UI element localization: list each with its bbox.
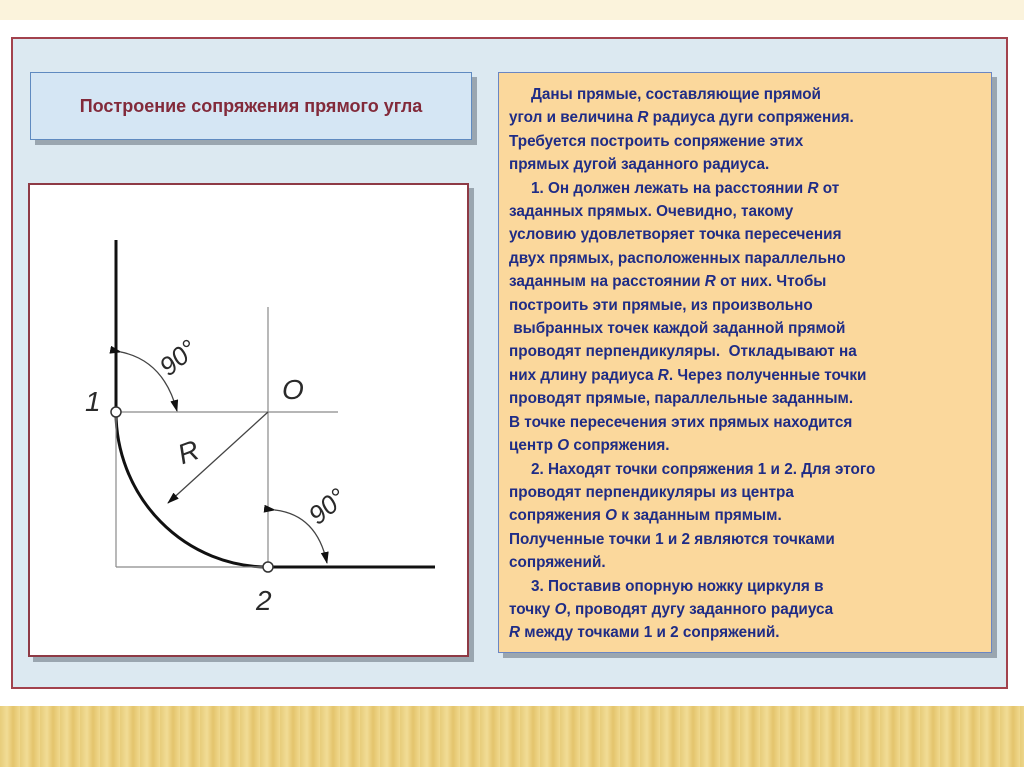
explanation-text-run: выбранных точек каждой заданной прямой — [509, 320, 846, 338]
bottom-decor-band — [0, 706, 1024, 767]
explanation-line — [509, 411, 983, 434]
explanation-line — [509, 575, 983, 598]
explanation-text-run: 3. Поставив опорную ножку циркуля в — [531, 577, 824, 595]
explanation-line — [509, 481, 983, 504]
explanation-line — [509, 340, 983, 363]
label-radius: R — [173, 434, 204, 471]
explanation-text-run: 1. Он должен лежать на расстоянии — [531, 179, 808, 197]
explanation-text-run: между точками 1 и 2 сопряжений. — [520, 624, 780, 642]
explanation-line — [509, 317, 983, 340]
explanation-text-run: них длину радиуса — [509, 366, 658, 384]
label-angle-top: 90° — [153, 333, 203, 382]
explanation-text-run: В точке пересечения этих прямых находится — [509, 413, 853, 431]
fillet-diagram — [30, 185, 471, 659]
explanation-text-run: заданным на расстоянии — [509, 273, 705, 291]
explanation-line — [509, 177, 983, 200]
explanation-text-run: проводят перпендикуляры из центра — [509, 483, 794, 501]
label-angle-bottom: 90° — [302, 482, 352, 531]
explanation-text-run: Требуется построить сопряжение этих — [509, 132, 804, 150]
label-center: O — [282, 374, 304, 405]
explanation-italic-symbol: R — [657, 366, 669, 384]
top-decor-stripe — [0, 0, 1024, 20]
explanation-line — [509, 294, 983, 317]
explanation-text-run: точку — [509, 600, 555, 618]
explanation-line — [509, 387, 983, 410]
explanation-line — [509, 130, 983, 153]
explanation-text-run: заданных прямых. Очевидно, такому — [509, 203, 794, 221]
explanation-line — [509, 364, 983, 387]
explanation-text-run: двух прямых, расположенных параллельно — [509, 249, 846, 267]
explanation-line — [509, 504, 983, 527]
tangent-point-1 — [111, 407, 121, 417]
explanation-italic-symbol: R — [704, 273, 716, 291]
explanation-line — [509, 83, 983, 106]
slide-title: Построение сопряжения прямого угла — [79, 95, 423, 116]
explanation-line — [509, 200, 983, 223]
explanation-text-run: , проводят дугу заданного радиуса — [566, 600, 834, 618]
title-box — [30, 72, 472, 140]
explanation-text-run: проводят перпендикуляры. Откладывают на — [509, 343, 857, 361]
explanation-line — [509, 621, 983, 644]
explanation-line — [509, 247, 983, 270]
explanation-line — [509, 551, 983, 574]
explanation-text-run: Полученные точки 1 и 2 являются точками — [509, 530, 835, 548]
explanation-text-run: от — [818, 179, 840, 197]
explanation-line — [509, 458, 983, 481]
explanation-italic-symbol: О — [554, 600, 567, 618]
explanation-text-run: сопряжения. — [569, 437, 670, 455]
explanation-text-run: 2. Находят точки сопряжения 1 и 2. Для этого — [531, 460, 876, 478]
explanation-text-run: проводят прямые, параллельные заданным. — [509, 390, 854, 408]
explanation-text-run: угол и величина — [509, 109, 638, 127]
construction-drawing — [28, 183, 469, 657]
label-point-1: 1 — [85, 386, 101, 417]
explanation-italic-symbol: R — [807, 179, 819, 197]
explanation-box — [498, 72, 992, 653]
explanation-line — [509, 106, 983, 129]
explanation-italic-symbol: О — [557, 437, 570, 455]
explanation-text-run: к заданным прямым. — [617, 507, 782, 525]
explanation-line — [509, 434, 983, 457]
explanation-italic-symbol: О — [605, 507, 618, 525]
explanation-line — [509, 153, 983, 176]
explanation-line — [509, 528, 983, 551]
explanation-italic-symbol: R — [509, 624, 521, 642]
explanation-italic-symbol: R — [637, 109, 649, 127]
explanation-line — [509, 223, 983, 246]
label-point-2: 2 — [256, 585, 272, 616]
explanation-text-run: сопряжения — [509, 507, 606, 525]
explanation-text-run: условию удовлетворяет точка пересечения — [509, 226, 842, 244]
explanation-text-run: . Через полученные точки — [668, 366, 867, 384]
explanation-text-run: от них. Чтобы — [715, 273, 827, 291]
explanation-line — [509, 598, 983, 621]
explanation-text-run: прямых дугой заданного радиуса. — [509, 156, 770, 174]
explanation-text-run: Даны прямые, составляющие прямой — [531, 86, 821, 103]
explanation-text-run: центр — [509, 437, 558, 455]
explanation-text-run: радиуса дуги сопряжения. — [648, 109, 854, 127]
explanation-text-run: сопряжений. — [509, 554, 606, 572]
explanation-line — [509, 270, 983, 293]
tangent-point-2 — [263, 562, 273, 572]
explanation-text-run: построить эти прямые, из произвольно — [509, 296, 813, 314]
explanation-text — [509, 83, 983, 645]
